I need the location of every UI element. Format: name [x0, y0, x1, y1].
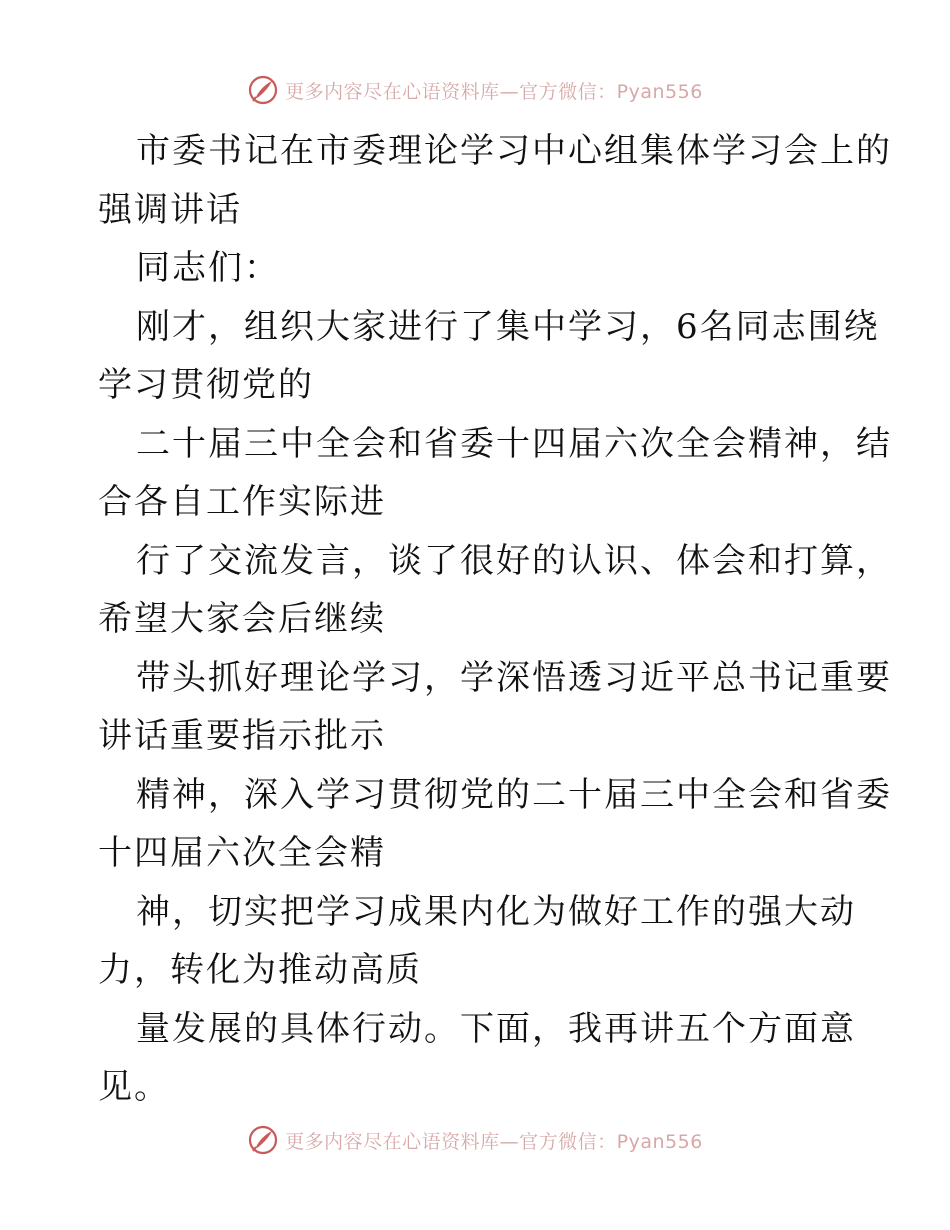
paragraph-1: [98, 122, 892, 239]
feather-quill-logo-icon: [247, 1124, 279, 1156]
paragraph-line: 强调讲话: [98, 189, 242, 230]
paragraph-line: 刚才，组织大家进行了集中学习，6名同志围绕: [136, 306, 880, 347]
paragraph-line: 二十届三中全会和省委十四届六次全会精神，结: [136, 423, 892, 464]
paragraph-line: 带头抓好理论学习，学深悟透习近平总书记重要: [136, 657, 892, 698]
paragraph-line: 量发展的具体行动。下面，我再讲五个方面意: [136, 1008, 856, 1049]
watermark-header: [0, 70, 950, 110]
paragraph-line: 合各自工作实际进: [98, 482, 386, 522]
paragraph-line: 市委书记在市委理论学习中心组集体学习会上的: [136, 131, 892, 171]
paragraph-5: [98, 532, 892, 649]
paragraph-9: [98, 1000, 858, 1117]
paragraph-line: 十四届六次全会精: [98, 833, 386, 873]
paragraph-7: [98, 766, 892, 883]
paragraph-line: 神，切实把学习成果内化为做好工作的强大动: [136, 891, 856, 932]
paragraph-line: 同志们：: [136, 248, 280, 288]
paragraph-line: 希望大家会后继续: [98, 599, 386, 639]
paragraph-4: [98, 415, 892, 532]
paragraph-line: 讲话重要指示批示: [98, 716, 386, 756]
paragraph-6: [98, 649, 892, 766]
paragraph-line: 行了交流发言，谈了很好的认识、体会和打算，: [136, 540, 892, 581]
paragraph-line: 精神，深入学习贯彻党的二十届三中全会和省委: [136, 774, 892, 815]
document-body: [98, 122, 892, 1117]
paragraph-8: [98, 883, 858, 1000]
paragraph-line: 学习贯彻党的: [98, 365, 314, 405]
paragraph-3: [98, 298, 880, 415]
watermark-text: 更多内容尽在心语资料库—官方微信：Pyan556: [285, 1130, 703, 1153]
paragraph-line: 力，转化为推动高质: [98, 950, 422, 990]
paragraph-2: [98, 239, 858, 298]
watermark-footer: [0, 1120, 950, 1160]
watermark-text: 更多内容尽在心语资料库—官方微信：Pyan556: [285, 80, 703, 103]
feather-quill-logo-icon: [247, 74, 279, 106]
paragraph-line: 见。: [98, 1067, 170, 1107]
